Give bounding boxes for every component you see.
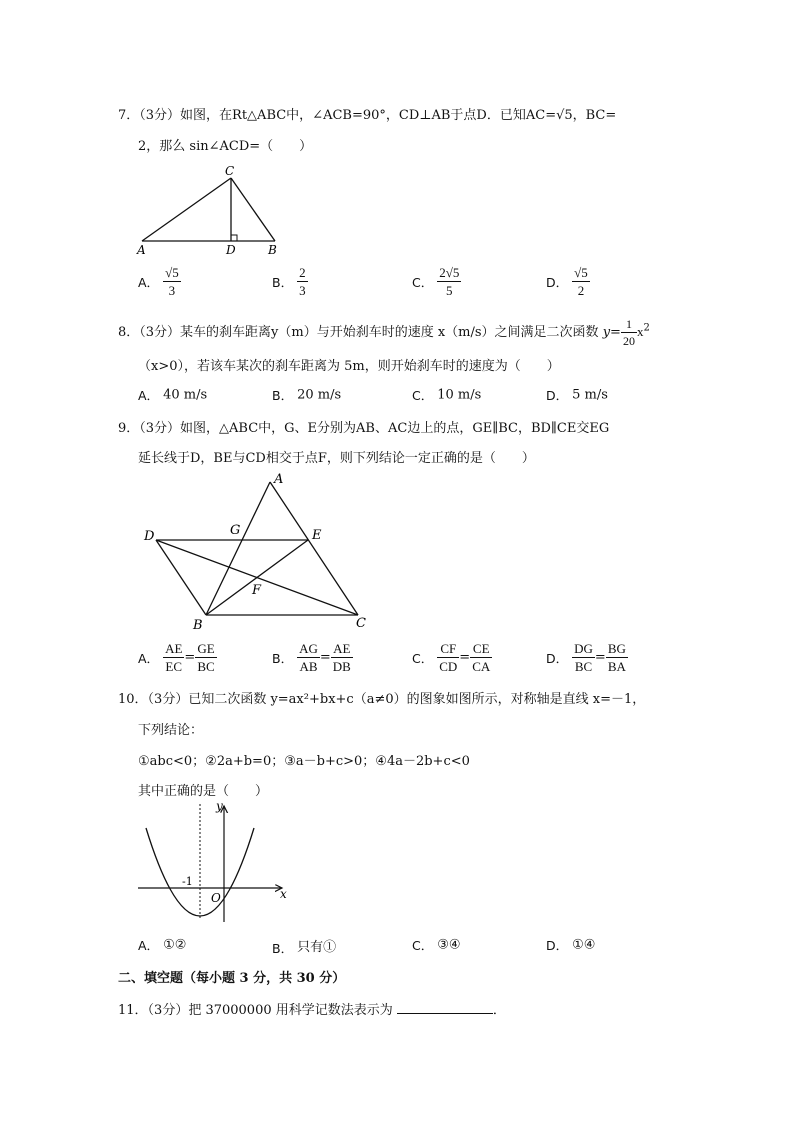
- q7-label-b: B: [268, 243, 277, 257]
- q10-label-neg1: -1: [182, 875, 193, 888]
- q9-label-e: E: [312, 528, 322, 543]
- q10-line2: 下列结论：: [138, 723, 204, 738]
- q9-label-g: G: [230, 523, 241, 538]
- q9-line1: 9．（3分）如图，△ABC中，G、E分别为AB、AC边上的点，GE∥BC，BD∥CE交EG: [118, 421, 610, 436]
- q9-option-a[interactable]: A． $\frac{AE}{EC}$ = $\frac{GE}{BC}$: [138, 641, 215, 674]
- q8-option-a[interactable]: A． 40 m/s: [138, 387, 208, 403]
- q9-label-d: D: [144, 529, 155, 544]
- q8-option-b[interactable]: B． 20 m/s: [272, 387, 342, 403]
- q9-label-b: B: [193, 618, 203, 633]
- section2-heading: 二、填空题（每小题 3 分，共 30 分）: [118, 971, 346, 986]
- q9-label-f: F: [252, 583, 262, 598]
- q11-line: 11．（3分）把 37000000 用科学记数法表示为 ．: [118, 1003, 506, 1018]
- q7-label-d: D: [226, 243, 236, 257]
- q7-label-c: C: [225, 164, 235, 178]
- q9-triangle-figure: [138, 470, 378, 635]
- q10-label-y: y: [216, 799, 223, 813]
- q8-line1: 8．（3分）某车的刹车距离y（m）与开始刹车时的速度 x（m/s）之间满足二次函数 y= $\frac{1}{20}$ $x^2$: [118, 317, 650, 348]
- q10-line4: 其中正确的是（ ）: [138, 784, 269, 799]
- q10-option-b[interactable]: B． 只有①: [272, 940, 337, 956]
- q8-line2: （x>0），若该车某次的刹车距离为 5m，则开始刹车时的速度为（ ）: [138, 359, 560, 374]
- q9-option-b[interactable]: B． $\frac{AG}{AB}$ = $\frac{AE}{DB}$: [272, 641, 351, 674]
- q9-label-a: A: [274, 472, 284, 487]
- q10-option-c[interactable]: C． ③④: [412, 937, 461, 953]
- q7-option-d[interactable]: D． $\frac{√5}{2}$: [546, 265, 588, 298]
- q7-label-a: A: [137, 243, 146, 257]
- q7-option-a[interactable]: A． $\frac{√5}{3}$: [138, 265, 179, 298]
- q7-option-b[interactable]: B． $\frac{2}{3}$: [272, 265, 306, 298]
- q10-label-x: x: [280, 887, 287, 901]
- q9-option-d[interactable]: D． $\frac{DG}{BC}$ = $\frac{BG}{BA}$: [546, 641, 626, 674]
- q9-label-c: C: [356, 616, 366, 631]
- q10-line1: 10．（3分）已知二次函数 y=ax²+bx+c（a≠0）的图象如图所示，对称轴是直线 x=－1，: [118, 692, 646, 707]
- q11-answer-blank[interactable]: [397, 1001, 493, 1014]
- q7-line2: 2，那么 sin∠ACD=（ ）: [138, 139, 313, 154]
- q10-line3: ①abc<0；②2a+b=0；③a－b+c>0；④4a－2b+c<0: [138, 754, 470, 769]
- q10-option-a[interactable]: A． ①②: [138, 937, 187, 953]
- q9-option-c[interactable]: C． $\frac{CF}{CD}$ = $\frac{CE}{CA}$: [412, 641, 491, 674]
- q9-line2: 延长线于D，BE与CD相交于点F，则下列结论一定正确的是（ ）: [138, 451, 535, 466]
- q7-option-c[interactable]: C． $\frac{2√5}{5}$: [412, 265, 460, 298]
- q10-option-d[interactable]: D． ①④: [546, 937, 596, 953]
- q8-option-d[interactable]: D． 5 m/s: [546, 387, 608, 403]
- q7-line1: 7．（3分）如图，在Rt△ABC中，∠ACB=90°，CD⊥AB于点D．已知AC=√5，BC=: [118, 108, 617, 123]
- q8-option-c[interactable]: C． 10 m/s: [412, 387, 482, 403]
- q7-triangle-figure: [136, 160, 286, 260]
- q10-label-o: O: [211, 891, 221, 905]
- q10-parabola-graph: [136, 798, 296, 926]
